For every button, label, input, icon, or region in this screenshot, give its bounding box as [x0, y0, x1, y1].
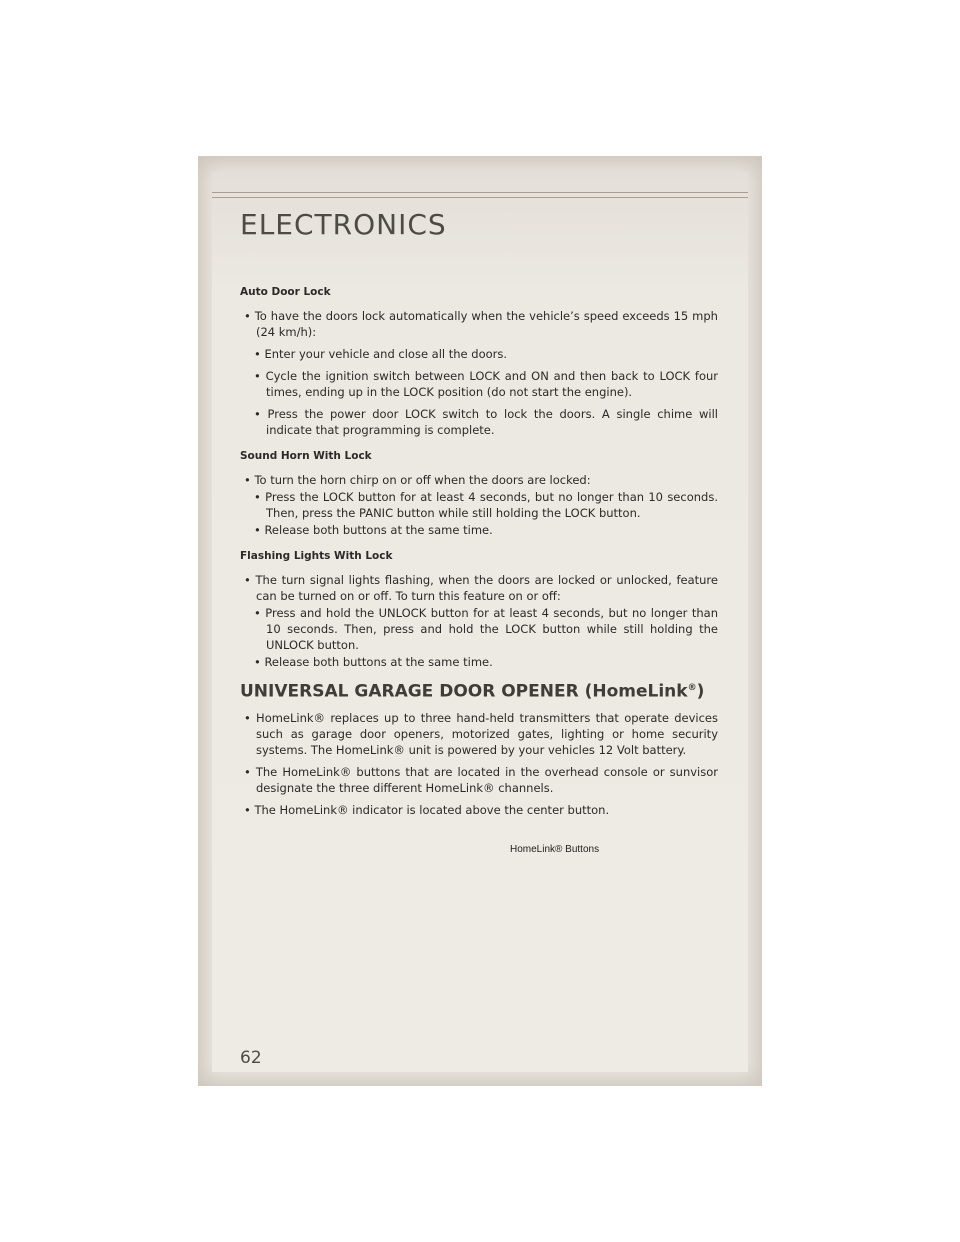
list-item: • Press the power door LOCK switch to lock the doors. A single chime will indicate that programming is complete. [254, 407, 718, 437]
list-item: • HomeLink® replaces up to three hand-held transmitters that operate devices such as garage door openers, motorized gates, lighting or home security systems. The HomeLink® unit is powered by your vehicles 12 Volt battery. [244, 710, 718, 757]
section-title: ELECTRONICS [240, 208, 447, 241]
list-item: • Press and hold the UNLOCK button for at least 4 seconds, but no longer than 10 seconds. Then, press and hold the LOCK button while still holding the UNLOCK button. [254, 606, 718, 652]
figure-caption: HomeLink® Buttons [510, 844, 600, 855]
manual-page [198, 156, 762, 1086]
sound-horn-title: Sound Horn With Lock [240, 450, 372, 462]
list-item: • To have the doors lock automatically when the vehicle’s speed exceeds 15 mph (24 km/h): [244, 309, 718, 339]
auto-door-lock-title: Auto Door Lock [240, 286, 331, 298]
list-item: • Release both buttons at the same time. [254, 655, 493, 669]
list-item: • To turn the horn chirp on or off when the doors are locked: [244, 473, 591, 487]
page-content [240, 284, 718, 824]
list-item: • The HomeLink® indicator is located above the center button. [244, 802, 610, 817]
list-item: • Cycle the ignition switch between LOCK and ON and then back to LOCK four times, ending up in the LOCK position (do not start the engine). [254, 369, 718, 399]
header-rule [212, 192, 748, 193]
list-item: • Enter your vehicle and close all the doors. [254, 347, 508, 361]
list-item: • The turn signal lights flashing, when the doors are locked or unlocked, feature can be turned on or off. To turn this feature on or off: [244, 573, 718, 603]
list-item: • Release both buttons at the same time. [254, 523, 493, 537]
list-item: • Press the LOCK button for at least 4 seconds, but no longer than 10 seconds. Then, press the PANIC button while still holding the LOCK button. [254, 490, 718, 520]
list-item: • The HomeLink® buttons that are located in the overhead console or sunvisor designate the three different HomeLink® channels. [244, 764, 718, 795]
flashing-lights-title: Flashing Lights With Lock [240, 550, 393, 562]
page-number: 62 [240, 1048, 262, 1068]
header-rule-secondary [212, 197, 748, 198]
homelink-heading: UNIVERSAL GARAGE DOOR OPENER (HomeLink®) [240, 681, 705, 702]
page-panel [212, 172, 748, 1072]
